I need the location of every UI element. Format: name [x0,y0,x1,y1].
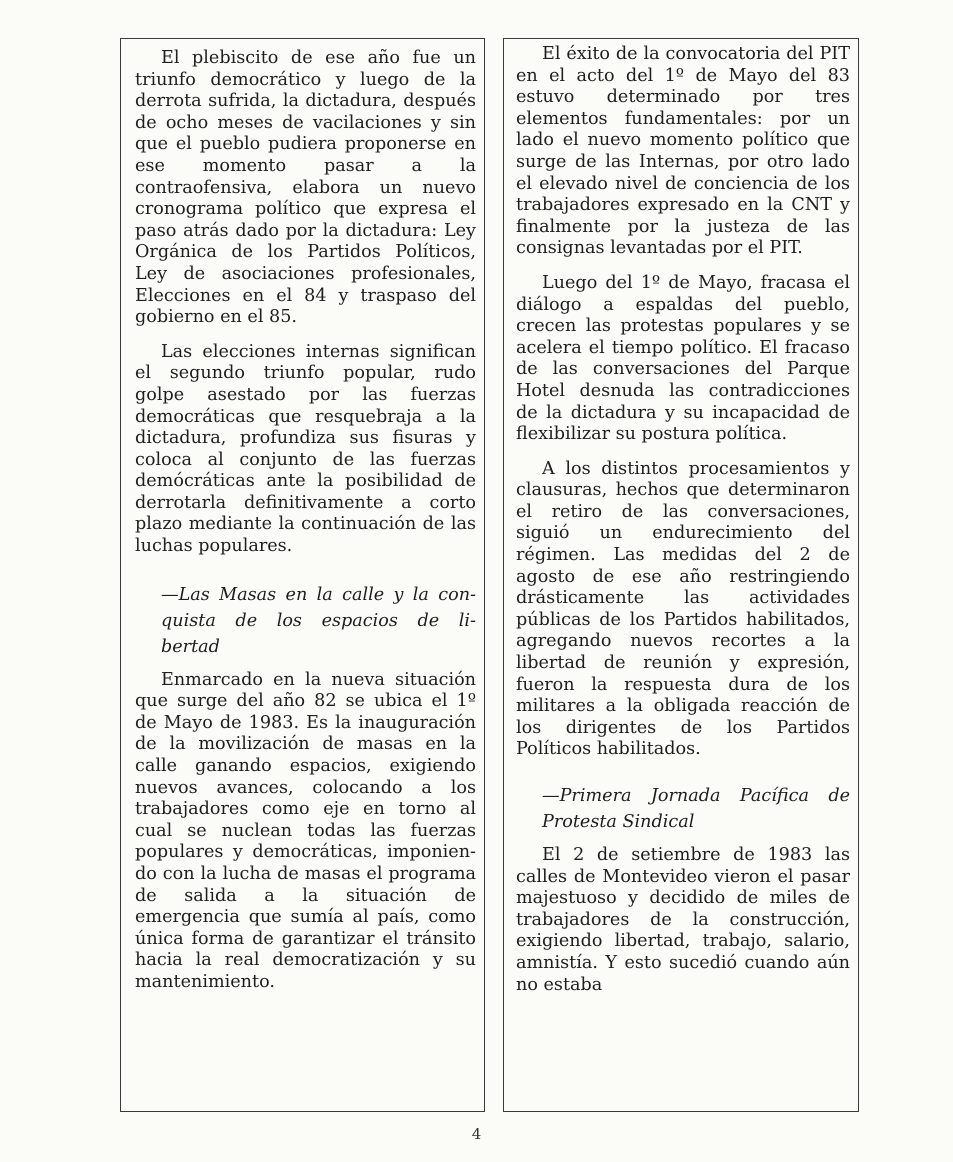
section-heading-masas-line-1: —Las Masas en la calle y la con- [161,584,476,605]
section-heading-masas-line-2: quista de los espacios de li- [161,610,476,631]
right-column [503,38,859,1112]
paragraph-elecciones-internas: Las elecciones internas significan el segundo triunfo popular, rudo golpe asestado por las fuerzas democráticas que resquebraja a la dictadura, profundiza sus fisuras y coloca al conjunto de las fuerzas demócráticas ante la posibilidad de derrotarla definitivamente a corto plazo mediante la continuación de las luchas populares. [135,341,476,557]
page-number: 4 [471,1125,482,1143]
paragraph-procesamientos: A los distintos procesamientos y clausuras, hechos que determinaron el retiro de las conversaciones, siguió un endurecimiento del régimen. Las medidas del 2 de agosto de ese año restringiendo drásticamente las actividades públicas de los Partidos habilitados, agregando nuevos recortes a la libertad de reunión y expresión, fueron la respuesta dura de los militares a la obligada reacción de los dirigentes de los Partidos Políticos habilitados. [516,458,850,760]
paragraph-exito-convocatoria: El éxito de la convocatoria del PIT en el acto del 1º de Mayo del 83 estuvo determinado por tres elementos fundamentales: por un lado el nuevo momento político que surge de las Internas, por otro lado el elevado nivel de conciencia de los trabajadores expresado en la CNT y finalmente por la justeza de las consignas levantadas por el PIT. [516,44,850,259]
section-heading-jornada-line-2: Protesta Sindical [542,812,695,832]
paragraph-enmarcado: Enmarcado en la nueva situación que surge del año 82 se ubica el 1º de Mayo de 1983. Es la inauguración de la movilización de masas en la calle ganando espacios, exigiendo nuevos avances, colocando a los trabajadores como eje en torno al cual se nuclean todas las fuerzas populares y democráticas, imponiendo con la lucha de masas el programa de salida a la situación de emergencia que sumía al país, como única forma de garantizar el tránsito hacia la real democratización y su mantenimiento. [135,669,476,992]
paragraph-luego-1-mayo: Luego del 1º de Mayo, fracasa el diálogo a espaldas del pueblo, crecen las protestas populares y se acelera el tiempo político. El fracaso de las conversaciones del Parque Hotel desnuda las contradicciones de la dictadura y su incapacidad de flexibilizar su postura política. [516,272,850,445]
section-heading-jornada-line-1: —Primera Jornada Pacífica de [542,786,850,806]
paragraph-2-setiembre: El 2 de setiembre de 1983 las calles de Montevideo vieron el pasar majestuoso y decidido de miles de trabajadores de la construcción, exigiendo libertad, trabajo, salario, amnistía. Y esto sucedió cuando aún no estaba [516,845,850,995]
left-column [120,38,485,1112]
paragraph-plebiscito: El plebiscito de ese año fue un triunfo democrático y luego de la derrota sufrida, la dictadura, después de ocho meses de vacilaciones y sin que el pueblo pudiera proponerse en ese momento pasar a la contraofensiva, elabora un nuevo cronograma político que expresa el paso atrás dado por la dictadura: Ley Orgánica de los Partidos Políticos, Ley de asociaciones profesionales, Elecciones en el 84 y traspaso del gobierno en el 85. [135,48,476,328]
section-heading-masas-line-3: bertad [161,636,220,657]
